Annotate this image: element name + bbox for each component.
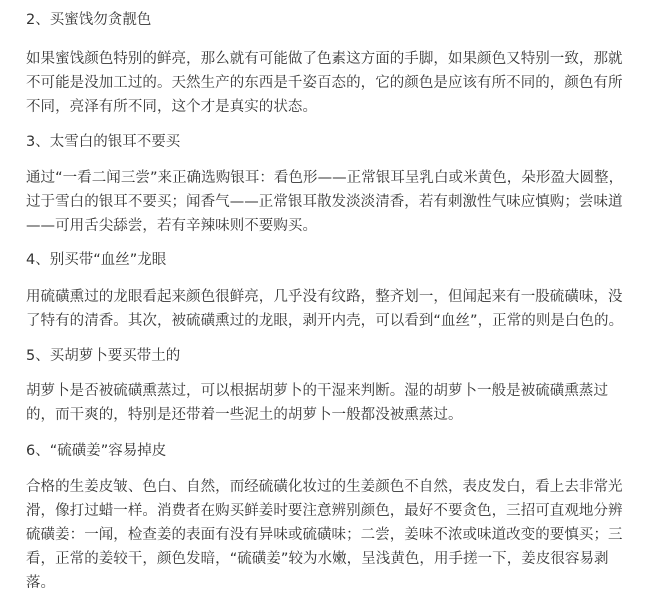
paragraph-line: 如果蜜饯颜色特别的鲜亮，那么就有可能做了色素这方面的手脚，如果颜色又特别一致，那就 [26, 51, 623, 67]
paragraph-line: 滑，像打过蜡一样。消费者在购买鲜姜时要注意辨别颜色，最好不要贪色，三招可直观地分辨 [26, 503, 623, 519]
paragraph-line: 合格的生姜皮皱、色白、自然，而经硫磺化妆过的生姜颜色不自然，表皮发白，看上去非常光 [26, 479, 623, 495]
section-title-white-fungus: 3、太雪白的银耳不要买 [26, 134, 181, 150]
section-paragraph-carrot [26, 379, 661, 427]
paragraph-line: 不同，亮泽有所不同，这个才是真实的状态。 [26, 99, 317, 115]
paragraph-line: ——可用舌尖舔尝，若有辛辣味则不要购买。 [26, 218, 317, 234]
paragraph-line: 的，而干爽的，特别是还带着一些泥土的胡萝卜一般都没被熏蒸过。 [26, 407, 463, 423]
paragraph-line: 通过“一看二闻三尝”来正确选购银耳：看色形——正常银耳呈乳白或米黄色，朵形盈大圆整， [26, 170, 624, 186]
section-title-candied-fruit: 2、买蜜饯勿贪靓色 [26, 12, 152, 28]
paragraph-line: 了特有的清香。其次，被硫磺熏过的龙眼，剥开内壳，可以看到“血丝”，正常的则是白色的。 [26, 313, 624, 329]
section-paragraph-candied-fruit [26, 47, 661, 119]
section-title-ginger: 6、“硫磺姜”容易掉皮 [26, 443, 167, 459]
section-paragraph-longan [26, 285, 661, 333]
paragraph-line: 胡萝卜是否被硫磺熏蒸过，可以根据胡萝卜的干湿来判断。湿的胡萝卜一般是被硫磺熏蒸过 [26, 383, 608, 399]
section-title-carrot: 5、买胡萝卜要买带土的 [26, 348, 181, 364]
paragraph-line: 硫磺姜：一闻，检查姜的表面有没有异味或硫磺味；二尝，姜味不浓或味道改变的要慎买；三 [26, 527, 623, 543]
paragraph-line: 不可能是没加工过的。天然生产的东西是千姿百态的，它的颜色是应该有所不同的，颜色有所 [26, 75, 623, 91]
paragraph-line: 用硫磺熏过的龙眼看起来颜色很鲜亮，几乎没有纹路，整齐划一，但闻起来有一股硫磺味，没 [26, 289, 623, 305]
section-paragraph-ginger [26, 475, 661, 595]
paragraph-line: 落。 [26, 575, 56, 591]
section-title-longan: 4、别买带“血丝”龙眼 [26, 252, 167, 268]
paragraph-line: 过于雪白的银耳不要买；闻香气——正常银耳散发淡淡清香，若有刺激性气味应慎购；尝味道 [26, 194, 623, 210]
paragraph-line: 看，正常的姜较干，颜色发暗，“硫磺姜”较为水嫩，呈浅黄色，用手搓一下，姜皮很容易剥 [26, 551, 609, 567]
section-paragraph-white-fungus [26, 166, 661, 238]
